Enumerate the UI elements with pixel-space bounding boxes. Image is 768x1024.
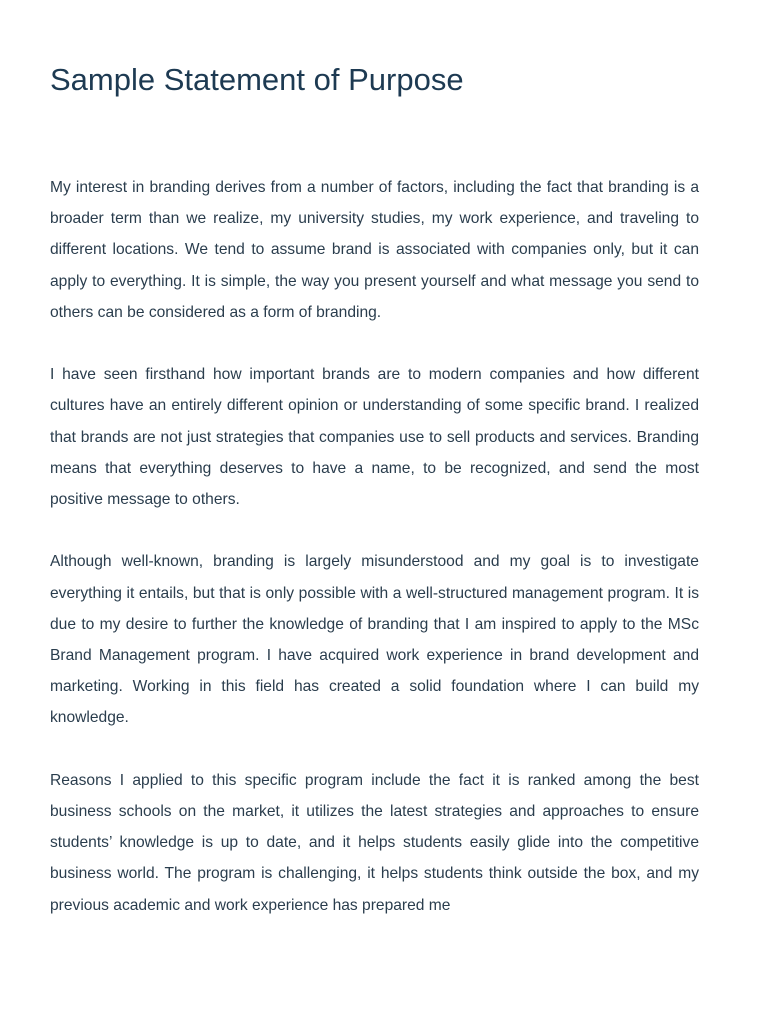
paragraph: Reasons I applied to this specific program include the fact it is ranked among the best business schools on the market, it utilizes the latest strategies and approaches to ensure students’ knowledge is up to date, and it helps students easily glide into the competitive business world. The program is challenging, it helps students think outside the box, and my previous academic and work experience has prepared me	[50, 771, 699, 914]
paragraph: My interest in branding derives from a number of factors, including the fact that branding is a broader term than we realize, my university studies, my work experience, and traveling to different locations. We tend to assume brand is associated with companies only, but it can apply to everything. It is simple, the way you present yourself and what message you send to others can be considered as a form of branding.	[50, 179, 699, 321]
document-body	[50, 172, 699, 952]
paragraph: Although well-known, branding is largely misunderstood and my goal is to investigate everything it entails, but that is only possible with a well-structured management program. It is due to my desire to further the knowledge of branding that I am inspired to apply to the MSc Brand Management program. I have acquired work experience in brand development and marketing. Working in this field has created a solid foundation where I can build my knowledge.	[50, 553, 699, 727]
page-title: Sample Statement of Purpose	[50, 62, 464, 97]
paragraph: I have seen firsthand how important brands are to modern companies and how different cultures have an entirely different opinion or understanding of some specific brand. I realized that brands are not just strategies that companies use to sell products and services. Branding means that everything deserves to have a name, to be recognized, and send the most positive message to others.	[50, 366, 699, 509]
